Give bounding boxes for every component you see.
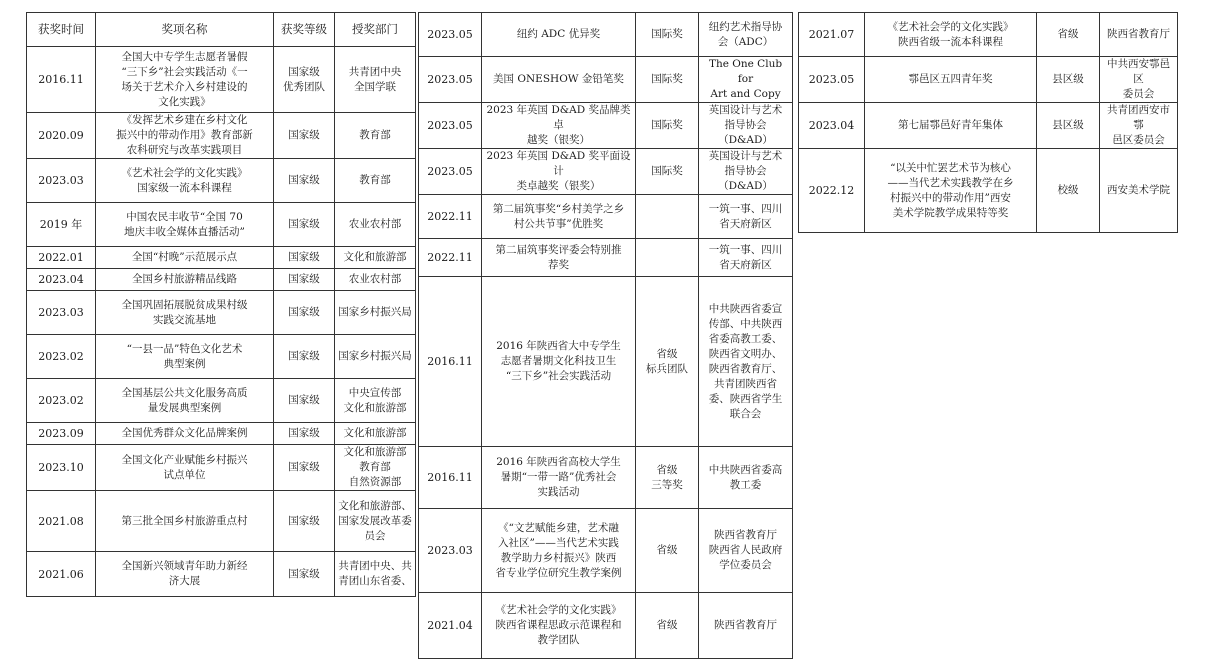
cell-level: 国家级 [274, 291, 335, 335]
table-row [419, 593, 793, 659]
table-row [27, 491, 416, 552]
table-row [27, 159, 416, 203]
cell-date: 2016.11 [419, 277, 482, 447]
awards-table-3 [798, 12, 1178, 233]
cell-date: 2023.03 [27, 291, 96, 335]
cell-name: 中国农民丰收节“全国 70 地庆丰收全媒体直播活动” [96, 203, 274, 247]
cell-date: 2022.11 [419, 195, 482, 239]
table-row [419, 447, 793, 509]
cell-name: 第二届筑事奖评委会特别推 荐奖 [482, 239, 636, 277]
cell-date: 2021.04 [419, 593, 482, 659]
cell-dept: 共青团中央、共 青团山东省委、 [335, 552, 416, 597]
cell-name: “以关中忙罢艺术节为核心 ——当代艺术实践教学在乡 村振兴中的带动作用”西安 美术学院教学成果特等奖 [865, 149, 1037, 233]
cell-dept: 农业农村部 [335, 269, 416, 291]
cell-dept: 中共陕西省委高 教工委 [699, 447, 793, 509]
cell-name: 全国基层公共文化服务高质 量发展典型案例 [96, 379, 274, 423]
table-row [27, 113, 416, 159]
table-1-body [27, 13, 416, 597]
cell-name: 2016 年陕西省高校大学生 暑期“一带一路”优秀社会 实践活动 [482, 447, 636, 509]
table-row [419, 239, 793, 277]
table-row [27, 203, 416, 247]
cell-date: 2019 年 [27, 203, 96, 247]
cell-date: 2021.07 [799, 13, 865, 57]
cell-level: 国家级 [274, 247, 335, 269]
cell-level: 国家级 [274, 113, 335, 159]
header-award-name: 奖项名称 [96, 13, 274, 47]
cell-name: 全国“村晚”示范展示点 [96, 247, 274, 269]
cell-date: 2023.02 [27, 335, 96, 379]
cell-dept: The One Club for Art and Copy [699, 57, 793, 103]
cell-date: 2023.05 [419, 13, 482, 57]
cell-level: 国家级 [274, 379, 335, 423]
cell-dept: 国家乡村振兴局 [335, 291, 416, 335]
cell-dept: 中共陕西省委宣 传部、中共陕西 省委高教工委、 陕西省文明办、 陕西省教育厅、 共青团陕西省 委、陕西省学生 联合会 [699, 277, 793, 447]
cell-level [636, 239, 699, 277]
cell-name: 《艺术社会学的文化实践》 国家级一流本科课程 [96, 159, 274, 203]
table-row [419, 277, 793, 447]
cell-dept: 陕西省教育厅 [1100, 13, 1178, 57]
cell-name: 全国新兴领域青年助力新经 济大展 [96, 552, 274, 597]
cell-level: 国际奖 [636, 57, 699, 103]
cell-dept: 共青团中央 全国学联 [335, 47, 416, 113]
cell-level: 国家级 [274, 423, 335, 445]
cell-name: 全国优秀群众文化品牌案例 [96, 423, 274, 445]
cell-level: 省级 三等奖 [636, 447, 699, 509]
table-row [419, 103, 793, 149]
header-date: 获奖时间 [27, 13, 96, 47]
table-row [799, 149, 1178, 233]
cell-date: 2022.12 [799, 149, 865, 233]
cell-level: 国家级 [274, 269, 335, 291]
table-row [27, 247, 416, 269]
table-row [27, 423, 416, 445]
cell-dept: 文化和旅游部、 国家发展改革委 员会 [335, 491, 416, 552]
cell-dept: 一筑一事、四川 省天府新区 [699, 195, 793, 239]
cell-level: 国家级 [274, 552, 335, 597]
cell-level: 校级 [1037, 149, 1100, 233]
cell-date: 2023.10 [27, 445, 96, 491]
cell-date: 2023.03 [27, 159, 96, 203]
cell-dept: 英国设计与艺术 指导协会（D&AD） [699, 149, 793, 195]
table-row [419, 509, 793, 593]
cell-level: 国家级 优秀团队 [274, 47, 335, 113]
cell-level: 国际奖 [636, 103, 699, 149]
cell-name: 2023 年英国 D&AD 奖平面设计 类卓越奖（银奖） [482, 149, 636, 195]
cell-dept: 一筑一事、四川 省天府新区 [699, 239, 793, 277]
cell-date: 2023.05 [419, 149, 482, 195]
table-row [27, 335, 416, 379]
cell-dept: 中共西安鄠邑区 委员会 [1100, 57, 1178, 103]
cell-level: 省级 [636, 593, 699, 659]
cell-date: 2023.04 [799, 103, 865, 149]
table-row [27, 269, 416, 291]
cell-date: 2023.03 [419, 509, 482, 593]
awards-table-1 [26, 12, 416, 597]
cell-date: 2023.05 [419, 103, 482, 149]
cell-level: 国家级 [274, 445, 335, 491]
cell-date: 2021.08 [27, 491, 96, 552]
table-row [27, 47, 416, 113]
table-row [27, 552, 416, 597]
cell-name: 全国文化产业赋能乡村振兴 试点单位 [96, 445, 274, 491]
cell-dept: 纽约艺术指导协 会（ADC） [699, 13, 793, 57]
cell-name: 《艺术社会学的文化实践》 陕西省课程思政示范课程和 教学团队 [482, 593, 636, 659]
cell-name: 2023 年英国 D&AD 奖品牌类卓 越奖（银奖） [482, 103, 636, 149]
table-row [799, 103, 1178, 149]
cell-level: 国际奖 [636, 149, 699, 195]
cell-level [636, 195, 699, 239]
table-row [27, 291, 416, 335]
cell-name: 第三批全国乡村旅游重点村 [96, 491, 274, 552]
cell-level: 国家级 [274, 335, 335, 379]
table-row [27, 379, 416, 423]
cell-level: 国家级 [274, 491, 335, 552]
cell-date: 2016.11 [419, 447, 482, 509]
table-row [799, 13, 1178, 57]
cell-date: 2016.11 [27, 47, 96, 113]
cell-name: 鄠邑区五四青年奖 [865, 57, 1037, 103]
cell-dept: 中央宣传部 文化和旅游部 [335, 379, 416, 423]
cell-dept: 文化和旅游部 教育部 自然资源部 [335, 445, 416, 491]
cell-name: 《艺术社会学的文化实践》 陕西省级一流本科课程 [865, 13, 1037, 57]
cell-date: 2021.06 [27, 552, 96, 597]
cell-dept: 国家乡村振兴局 [335, 335, 416, 379]
cell-dept: 西安美术学院 [1100, 149, 1178, 233]
cell-dept: 陕西省教育厅 陕西省人民政府 学位委员会 [699, 509, 793, 593]
cell-date: 2023.09 [27, 423, 96, 445]
cell-level: 国家级 [274, 203, 335, 247]
cell-name: 全国大中专学生志愿者暑假 “三下乡”社会实践活动《一 场关于艺术介入乡村建设的 文化实践》 [96, 47, 274, 113]
cell-date: 2020.09 [27, 113, 96, 159]
cell-dept: 农业农村部 [335, 203, 416, 247]
table-2-body [419, 13, 793, 659]
cell-date: 2022.11 [419, 239, 482, 277]
cell-dept: 文化和旅游部 [335, 247, 416, 269]
cell-name: 美国 ONESHOW 金铅笔奖 [482, 57, 636, 103]
cell-name: 全国乡村旅游精品线路 [96, 269, 274, 291]
cell-dept: 共青团西安市鄠 邑区委员会 [1100, 103, 1178, 149]
cell-date: 2023.04 [27, 269, 96, 291]
table-row [419, 195, 793, 239]
header-department: 授奖部门 [335, 13, 416, 47]
table-row [419, 57, 793, 103]
awards-table-2 [418, 12, 793, 659]
cell-name: 第七届鄠邑好青年集体 [865, 103, 1037, 149]
cell-dept: 教育部 [335, 159, 416, 203]
cell-date: 2023.05 [419, 57, 482, 103]
cell-name: 全国巩固拓展脱贫成果村级 实践交流基地 [96, 291, 274, 335]
cell-name: 第二届筑事奖“乡村美学之乡 村公共节事”优胜奖 [482, 195, 636, 239]
cell-date: 2022.01 [27, 247, 96, 269]
cell-name: 《“文艺赋能乡建，艺术融 入社区”——当代艺术实践 教学助力乡村振兴》陕西 省专业学位研究生教学案例 [482, 509, 636, 593]
cell-name: 《发挥艺术乡建在乡村文化 振兴中的带动作用》教育部新 农科研究与改革实践项目 [96, 113, 274, 159]
cell-level: 国际奖 [636, 13, 699, 57]
cell-date: 2023.02 [27, 379, 96, 423]
cell-date: 2023.05 [799, 57, 865, 103]
cell-level: 省级 [1037, 13, 1100, 57]
cell-level: 省级 [636, 509, 699, 593]
table-row [27, 445, 416, 491]
cell-level: 县区级 [1037, 57, 1100, 103]
cell-dept: 教育部 [335, 113, 416, 159]
cell-level: 省级 标兵团队 [636, 277, 699, 447]
cell-dept: 英国设计与艺术 指导协会（D&AD） [699, 103, 793, 149]
cell-dept: 陕西省教育厅 [699, 593, 793, 659]
cell-level: 国家级 [274, 159, 335, 203]
cell-name: 纽约 ADC 优异奖 [482, 13, 636, 57]
cell-name: “一县一品”特色文化艺术 典型案例 [96, 335, 274, 379]
cell-level: 县区级 [1037, 103, 1100, 149]
table-row [419, 13, 793, 57]
table-3-body [799, 13, 1178, 233]
table-row [799, 57, 1178, 103]
cell-dept: 文化和旅游部 [335, 423, 416, 445]
cell-name: 2016 年陕西省大中专学生 志愿者暑期文化科技卫生 “三下乡”社会实践活动 [482, 277, 636, 447]
header-level: 获奖等级 [274, 13, 335, 47]
table-row [419, 149, 793, 195]
